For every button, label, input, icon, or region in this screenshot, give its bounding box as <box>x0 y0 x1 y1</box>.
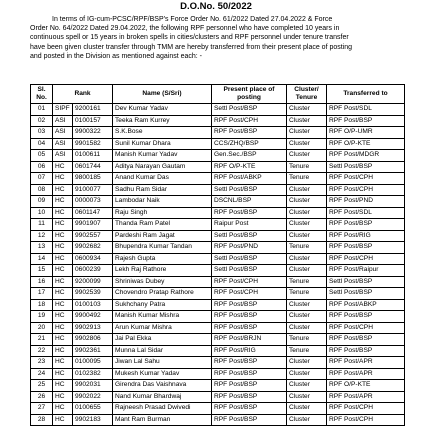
cell-sl-no: 21 <box>31 334 53 346</box>
cell-transferred-to: RPF Post/CPH <box>327 253 405 265</box>
cell-name: Bhupendra Kumar Tandan <box>113 242 212 254</box>
cell-present-posting: RPF Post/CPH <box>212 288 287 300</box>
cell-present-posting: RPF Post/BSP <box>212 127 287 139</box>
cell-rank: HC <box>53 196 73 208</box>
cell-number: 9900492 <box>73 311 113 323</box>
cell-number: 0100095 <box>73 357 113 369</box>
cell-transferred-to: RPF Post/CPH <box>327 414 405 426</box>
cell-rank: HC <box>53 391 73 403</box>
cell-number: 0100655 <box>73 403 113 415</box>
cell-number: 0601147 <box>73 207 113 219</box>
cell-rank: ASI <box>53 127 73 139</box>
table-row <box>31 173 405 185</box>
cell-name: Mukesh Kumar Yadav <box>113 368 212 380</box>
cell-number: 9902539 <box>73 288 113 300</box>
cell-rank: HC <box>53 414 73 426</box>
cell-number: 9902806 <box>73 334 113 346</box>
cell-rank: HC <box>53 265 73 277</box>
paragraph-line: In terms of IG-cum-PCSC/RPF/BSP's Force Order No. 61/2022 Dated 27.04.2022 & Force <box>52 16 333 23</box>
cell-transferred-to: RPF Post/APR <box>327 391 405 403</box>
cell-cluster-tenure: Cluster <box>287 391 327 403</box>
cell-sl-no: 01 <box>31 104 53 116</box>
cell-cluster-tenure: Cluster <box>287 219 327 231</box>
cell-cluster-tenure: Cluster <box>287 368 327 380</box>
cell-rank: HC <box>53 207 73 219</box>
cell-name: Sunil Kumar Dhara <box>113 138 212 150</box>
cell-number: 0600239 <box>73 265 113 277</box>
table-header-row <box>31 85 405 104</box>
cell-name: Chovendro Pratap Rathore <box>113 288 212 300</box>
cell-cluster-tenure: Cluster <box>287 403 327 415</box>
table-row <box>31 127 405 139</box>
cell-number: 0100103 <box>73 299 113 311</box>
table-row <box>31 253 405 265</box>
cell-name: Mant Ram Burman <box>113 414 212 426</box>
header-name: Name (S/Sri) <box>113 85 212 104</box>
cell-number: 9902031 <box>73 380 113 392</box>
cell-transferred-to: RPF Post/CPH <box>327 184 405 196</box>
cell-name: Shriniwas Dubey <box>113 276 212 288</box>
cell-cluster-tenure: Cluster <box>287 138 327 150</box>
cell-name: Thanda Ram Patel <box>113 219 212 231</box>
paragraph-line: Order No. 64/2022 Dated 29.04.2022, the following RPF personnel who have completed 10 years in <box>30 25 340 33</box>
cell-rank: HC <box>53 230 73 242</box>
cell-sl-no: 11 <box>31 219 53 231</box>
table-row <box>31 299 405 311</box>
cell-transferred-to: RPF Post/BSP <box>327 345 405 357</box>
table-row <box>31 414 405 426</box>
cell-transferred-to: RPF Post/BSP <box>327 311 405 323</box>
cell-sl-no: 24 <box>31 368 53 380</box>
cell-cluster-tenure: Tenure <box>287 334 327 346</box>
cell-number: 9800185 <box>73 173 113 185</box>
cell-sl-no: 02 <box>31 115 53 127</box>
cell-transferred-to: RPF Post/BSP <box>327 334 405 346</box>
paragraph-line: continuous spell or 15 years in broken spells in cities/clusters and RPF personnel under tenure transfer <box>30 34 349 42</box>
cell-rank: ASI <box>53 115 73 127</box>
cell-sl-no: 07 <box>31 173 53 185</box>
cell-transferred-to: RPF Post/Raipur <box>327 265 405 277</box>
cell-transferred-to: RPF Post/BSP <box>327 115 405 127</box>
cell-number: 9902682 <box>73 242 113 254</box>
cell-present-posting: CCS/ZHQ/BSP <box>212 138 287 150</box>
cell-transferred-to: RPF O/P-KTE <box>327 138 405 150</box>
cell-sl-no: 19 <box>31 311 53 323</box>
cell-sl-no: 09 <box>31 196 53 208</box>
cell-number: 9200099 <box>73 276 113 288</box>
cell-transferred-to: RPF Post/PND <box>327 196 405 208</box>
cell-transferred-to: RPF Post/APR <box>327 357 405 369</box>
cell-present-posting: Raipur Post <box>212 219 287 231</box>
cell-rank: HC <box>53 311 73 323</box>
header-present-posting: Present place of posting <box>212 85 287 104</box>
cell-transferred-to: RPF Post/MDGR <box>327 150 405 162</box>
cell-cluster-tenure: Cluster <box>287 357 327 369</box>
cell-cluster-tenure: Cluster <box>287 196 327 208</box>
cell-name: Sadhu Ram Sidar <box>113 184 212 196</box>
table-row <box>31 368 405 380</box>
cell-number: 9200161 <box>73 104 113 116</box>
cell-present-posting: Settl Post/BSP <box>212 265 287 277</box>
cell-sl-no: 15 <box>31 265 53 277</box>
cell-present-posting: RPF O/P-KTE <box>212 161 287 173</box>
cell-cluster-tenure: Cluster <box>287 127 327 139</box>
cell-sl-no: 26 <box>31 391 53 403</box>
cell-transferred-to: RPF O/P-KTE <box>327 380 405 392</box>
table-row <box>31 380 405 392</box>
cell-name: Anand Kumar Das <box>113 173 212 185</box>
cell-present-posting: Settl Post/BSP <box>212 253 287 265</box>
cell-cluster-tenure: Cluster <box>287 207 327 219</box>
cell-number: 9900322 <box>73 127 113 139</box>
cell-cluster-tenure: Cluster <box>287 230 327 242</box>
cell-cluster-tenure: Cluster <box>287 253 327 265</box>
cell-present-posting: RPF Post/BSP <box>212 391 287 403</box>
table-row <box>31 207 405 219</box>
cell-present-posting: RPF Post/ABKP <box>212 173 287 185</box>
cell-present-posting: RPF Post/BRJN <box>212 334 287 346</box>
cell-cluster-tenure: Cluster <box>287 104 327 116</box>
cell-name: Lambodar Naik <box>113 196 212 208</box>
cell-present-posting: RPF Post/BSP <box>212 207 287 219</box>
cell-name: S.K.Bose <box>113 127 212 139</box>
cell-rank: HC <box>53 403 73 415</box>
cell-sl-no: 03 <box>31 127 53 139</box>
cell-number: 9902361 <box>73 345 113 357</box>
cell-cluster-tenure: Cluster <box>287 414 327 426</box>
cell-rank: HC <box>53 299 73 311</box>
table-row <box>31 196 405 208</box>
cell-sl-no: 16 <box>31 276 53 288</box>
cell-cluster-tenure: Tenure <box>287 173 327 185</box>
cell-cluster-tenure: Cluster <box>287 380 327 392</box>
cell-rank: HC <box>53 173 73 185</box>
cell-present-posting: RPF Post/PND <box>212 242 287 254</box>
cell-transferred-to: Settl Post/BSP <box>327 276 405 288</box>
cell-cluster-tenure: Tenure <box>287 242 327 254</box>
cell-rank: ASI <box>53 138 73 150</box>
cell-name: Munna Lal Sidar <box>113 345 212 357</box>
cell-cluster-tenure: Cluster <box>287 115 327 127</box>
cell-sl-no: 06 <box>31 161 53 173</box>
cell-sl-no: 20 <box>31 322 53 334</box>
cell-name: Jiwan Lal Sahu <box>113 357 212 369</box>
table-row <box>31 357 405 369</box>
cell-present-posting: RPF Post/BSP <box>212 380 287 392</box>
cell-sl-no: 25 <box>31 380 53 392</box>
cell-rank: HC <box>53 345 73 357</box>
cell-rank: ASI <box>53 150 73 162</box>
cell-present-posting: RPF Post/BSP <box>212 368 287 380</box>
cell-present-posting: RPF Post/BSP <box>212 299 287 311</box>
table-row <box>31 230 405 242</box>
cell-transferred-to: RPF O/P-UMR <box>327 127 405 139</box>
cell-number: 9901582 <box>73 138 113 150</box>
cell-present-posting: RPF Post/BSP <box>212 357 287 369</box>
cell-present-posting: Gen.Sec./BSP <box>212 150 287 162</box>
cell-present-posting: RPF Post/CPH <box>212 115 287 127</box>
cell-sl-no: 04 <box>31 138 53 150</box>
header-rank: Rank <box>53 85 113 104</box>
cell-name: Lekh Raj Rathore <box>113 265 212 277</box>
table-body <box>31 104 405 426</box>
cell-name: Nand Kumar Bhardwaj <box>113 391 212 403</box>
cell-name: Teeka Ram Kurrey <box>113 115 212 127</box>
cell-cluster-tenure: Cluster <box>287 150 327 162</box>
intro-paragraph <box>30 15 402 61</box>
table-row <box>31 345 405 357</box>
cell-sl-no: 17 <box>31 288 53 300</box>
table-row <box>31 311 405 323</box>
cell-rank: HC <box>53 219 73 231</box>
cell-cluster-tenure: Cluster <box>287 322 327 334</box>
table-row <box>31 219 405 231</box>
cell-number: 0000073 <box>73 196 113 208</box>
cell-number: 9902557 <box>73 230 113 242</box>
cell-rank: HC <box>53 380 73 392</box>
table-row <box>31 138 405 150</box>
table-row <box>31 115 405 127</box>
cell-rank: HC <box>53 357 73 369</box>
cell-name: Raju Singh <box>113 207 212 219</box>
table-row <box>31 265 405 277</box>
cell-name: Rajneesh Prasad Dwivedi <box>113 403 212 415</box>
cell-sl-no: 08 <box>31 184 53 196</box>
cell-present-posting: DSCNL/BSP <box>212 196 287 208</box>
cell-transferred-to: RPF Post/BSP <box>327 219 405 231</box>
cell-sl-no: 28 <box>31 414 53 426</box>
cell-number: 0100611 <box>73 150 113 162</box>
header-cluster-tenure: Cluster/ Tenure <box>287 85 327 104</box>
paragraph-line: have been given cluster transfer through TMM are hereby transferred from their present place of posting <box>30 43 353 51</box>
cell-rank: HC <box>53 368 73 380</box>
table-row <box>31 161 405 173</box>
cell-transferred-to: RPF Post/CPH <box>327 403 405 415</box>
cell-number: 9902913 <box>73 322 113 334</box>
table-row <box>31 288 405 300</box>
cell-number: 0100157 <box>73 115 113 127</box>
cell-cluster-tenure: Tenure <box>287 288 327 300</box>
cell-present-posting: Settl Post/BSP <box>212 184 287 196</box>
cell-sl-no: 23 <box>31 357 53 369</box>
cell-transferred-to: RPF Post/RIG <box>327 230 405 242</box>
cell-sl-no: 27 <box>31 403 53 415</box>
table-row <box>31 322 405 334</box>
cell-name: Aditya Narayan Gautam <box>113 161 212 173</box>
cell-cluster-tenure: Cluster <box>287 299 327 311</box>
table-row <box>31 242 405 254</box>
cell-transferred-to: RPF Post/SDL <box>327 104 405 116</box>
cell-rank: HC <box>53 334 73 346</box>
transfer-table <box>30 84 405 426</box>
cell-name: Manish Kumar Yadav <box>113 150 212 162</box>
cell-present-posting: RPF Post/CPH <box>212 276 287 288</box>
cell-name: Dev Kumar Yadav <box>113 104 212 116</box>
paragraph-line: and posted in the Division as mentioned against each: - <box>30 52 202 60</box>
cell-sl-no: 10 <box>31 207 53 219</box>
cell-name: Arun Kumar Mishra <box>113 322 212 334</box>
cell-rank: HC <box>53 184 73 196</box>
document-title: D.O.No. 50/2022 <box>180 1 252 12</box>
cell-rank: HC <box>53 242 73 254</box>
cell-name: Pardeshi Ram Jagat <box>113 230 212 242</box>
table-row <box>31 276 405 288</box>
cell-transferred-to: Settl Post/BSP <box>327 288 405 300</box>
cell-transferred-to: RPF Post/BSP <box>327 242 405 254</box>
cell-transferred-to: Settl Post/BSP <box>327 161 405 173</box>
cell-cluster-tenure: Tenure <box>287 276 327 288</box>
cell-number: 0102382 <box>73 368 113 380</box>
cell-cluster-tenure: Cluster <box>287 184 327 196</box>
cell-rank: HC <box>53 322 73 334</box>
cell-number: 9902183 <box>73 414 113 426</box>
cell-name: Rajesh Gupta <box>113 253 212 265</box>
cell-number: 9901907 <box>73 219 113 231</box>
cell-transferred-to: RPF Post/CPH <box>327 173 405 185</box>
cell-sl-no: 14 <box>31 253 53 265</box>
cell-transferred-to: RPF Post/APR <box>327 368 405 380</box>
cell-present-posting: RPF Post/BSP <box>212 403 287 415</box>
cell-rank: SIPF <box>53 104 73 116</box>
cell-name: Girendra Das Vaishnava <box>113 380 212 392</box>
cell-present-posting: Settl Post/BSP <box>212 104 287 116</box>
cell-rank: HC <box>53 276 73 288</box>
cell-cluster-tenure: Tenure <box>287 345 327 357</box>
cell-rank: HC <box>53 253 73 265</box>
table-row <box>31 150 405 162</box>
cell-name: Jai Pal Ekka <box>113 334 212 346</box>
cell-number: 9902022 <box>73 391 113 403</box>
cell-number: 9100077 <box>73 184 113 196</box>
cell-transferred-to: RPF Post/ABKP <box>327 299 405 311</box>
table-row <box>31 403 405 415</box>
cell-present-posting: RPF Post/BSP <box>212 414 287 426</box>
cell-present-posting: RPF Post/BSP <box>212 311 287 323</box>
header-sl-no: Sl. No. <box>31 85 53 104</box>
cell-name: Sukhchany Patra <box>113 299 212 311</box>
cell-name: Manish Kumar Mishra <box>113 311 212 323</box>
table-row <box>31 184 405 196</box>
cell-transferred-to: RPF Post/CPH <box>327 322 405 334</box>
cell-sl-no: 13 <box>31 242 53 254</box>
cell-cluster-tenure: Tenure <box>287 161 327 173</box>
table-row <box>31 334 405 346</box>
cell-present-posting: Settl Post/BSP <box>212 230 287 242</box>
cell-transferred-to: RPF Post/SDL <box>327 207 405 219</box>
cell-present-posting: RPF Post/BSP <box>212 322 287 334</box>
cell-rank: HC <box>53 161 73 173</box>
cell-number: 0601744 <box>73 161 113 173</box>
cell-sl-no: 22 <box>31 345 53 357</box>
table-row <box>31 391 405 403</box>
cell-cluster-tenure: Cluster <box>287 265 327 277</box>
cell-sl-no: 12 <box>31 230 53 242</box>
cell-rank: HC <box>53 288 73 300</box>
cell-sl-no: 18 <box>31 299 53 311</box>
cell-present-posting: RPF Post/RIG <box>212 345 287 357</box>
header-transferred-to: Transferred to <box>327 85 405 104</box>
cell-sl-no: 05 <box>31 150 53 162</box>
cell-cluster-tenure: Cluster <box>287 311 327 323</box>
cell-number: 0600934 <box>73 253 113 265</box>
table-row <box>31 104 405 116</box>
